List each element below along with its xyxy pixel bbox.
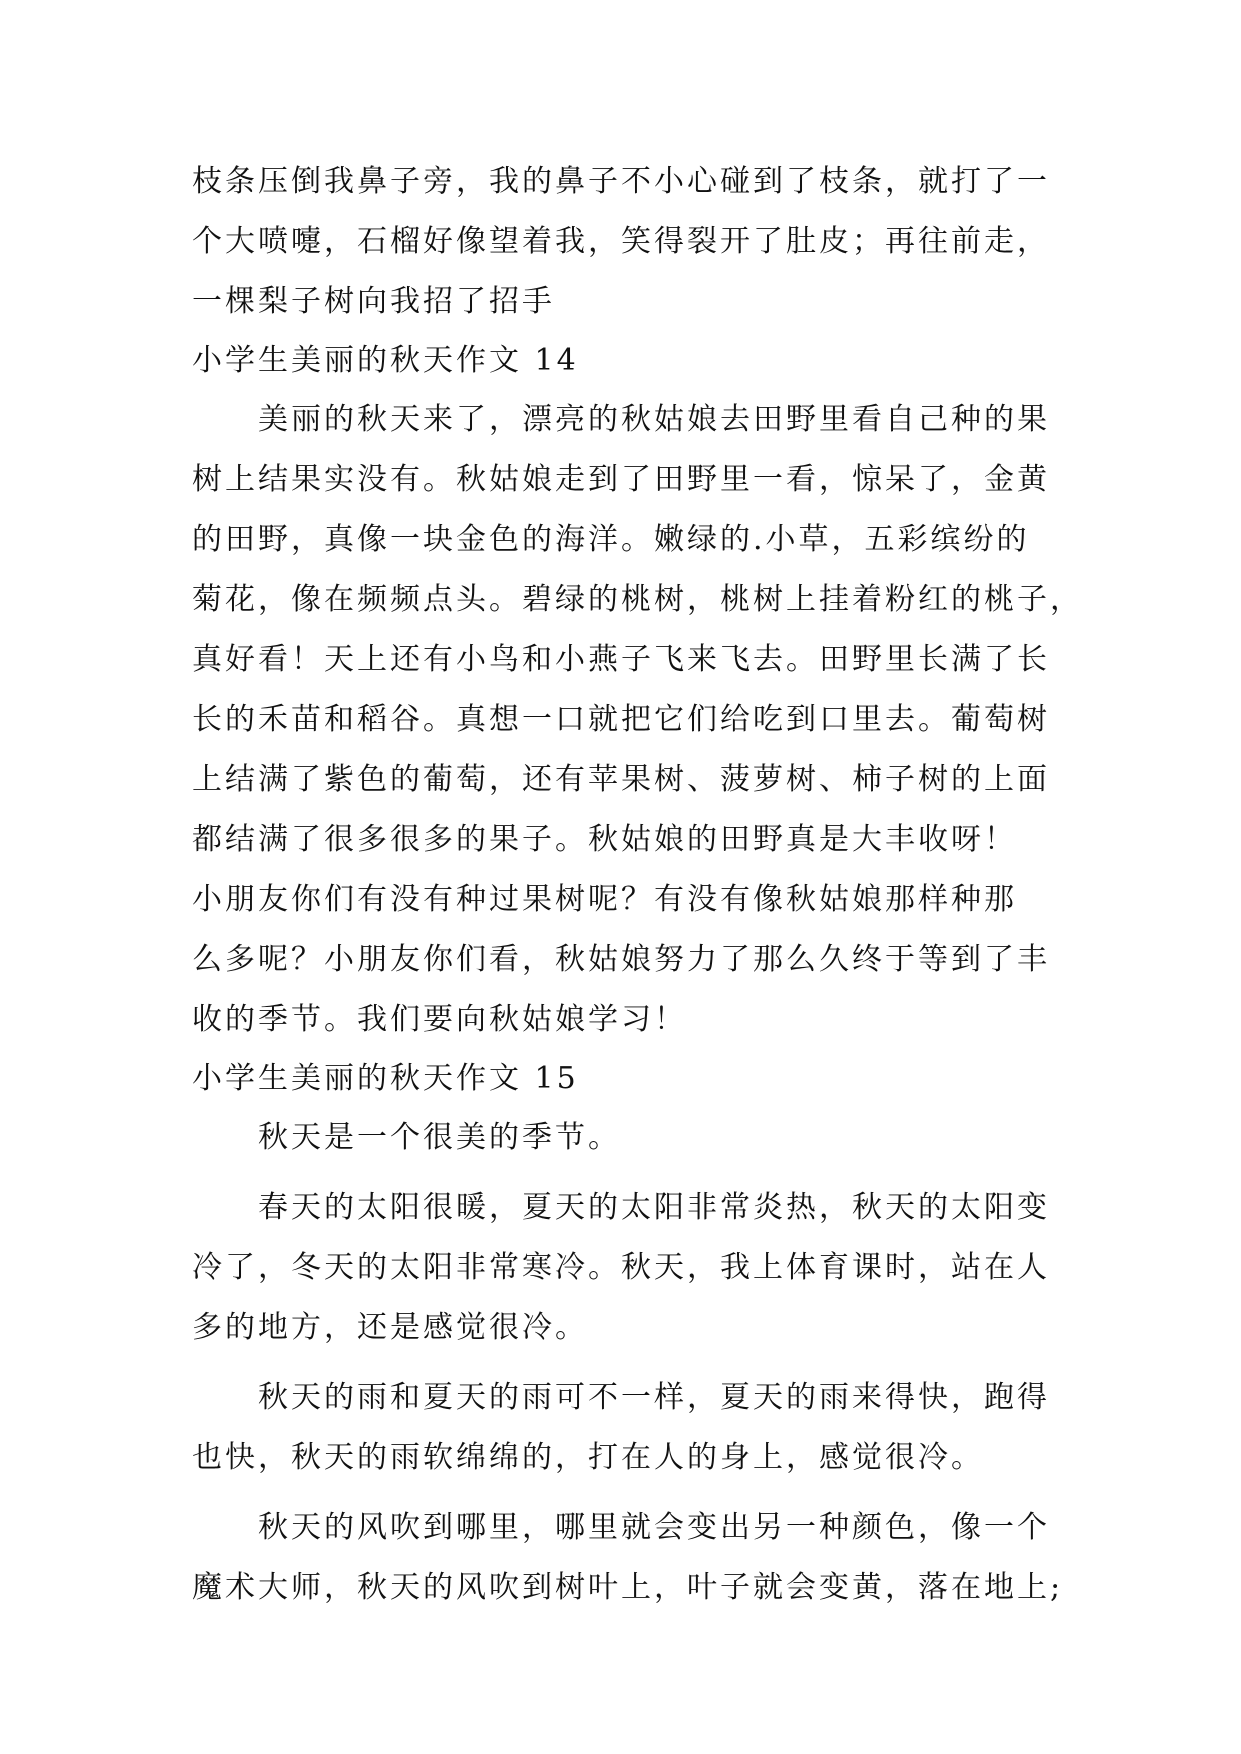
- text-line: 也快，秋天的雨软绵绵的，打在人的身上，感觉很冷。: [192, 1440, 984, 1475]
- section-heading: 小学生美丽的秋天作文 14: [192, 343, 579, 378]
- text-line: 枝条压倒我鼻子旁，我的鼻子不小心碰到了枝条，就打了一: [192, 164, 1050, 199]
- text-line: 秋天的雨和夏天的雨可不一样，夏天的雨来得快，跑得: [192, 1380, 1050, 1415]
- text-line: 树上结果实没有。秋姑娘走到了田野里一看，惊呆了，金黄: [192, 462, 1050, 497]
- text-line: 魔术大师，秋天的风吹到树叶上，叶子就会变黄，落在地上;: [192, 1570, 1064, 1605]
- text-line: 收的季节。我们要向秋姑娘学习！: [192, 1002, 687, 1037]
- text-line: 秋天的风吹到哪里，哪里就会变出另一种颜色，像一个: [192, 1510, 1050, 1545]
- paragraph-gap: [192, 1488, 1062, 1498]
- text-line: 上结满了紫色的葡萄，还有苹果树、菠萝树、柿子树的上面: [192, 762, 1050, 797]
- text-line: 小朋友你们有没有种过果树呢？有没有像秋姑娘那样种那: [192, 882, 1017, 917]
- text-line: 一棵梨子树向我招了招手: [192, 284, 555, 319]
- text-line: 个大喷嚏，石榴好像望着我，笑得裂开了肚皮；再往前走，: [192, 224, 1050, 259]
- text-line: 多的地方，还是感觉很冷。: [192, 1310, 588, 1345]
- text-line: 春天的太阳很暖，夏天的太阳非常炎热，秋天的太阳变: [192, 1190, 1050, 1225]
- text-line: 么多呢？小朋友你们看，秋姑娘努力了那么久终于等到了丰: [192, 942, 1050, 977]
- text-line: 都结满了很多很多的果子。秋姑娘的田野真是大丰收呀！: [192, 822, 1017, 857]
- paragraph-gap: [192, 1358, 1062, 1368]
- text-line: 冷了，冬天的太阳非常寒冷。秋天，我上体育课时，站在人: [192, 1250, 1050, 1285]
- paragraph-gap: [192, 1168, 1062, 1178]
- text-line: 真好看！天上还有小鸟和小燕子飞来飞去。田野里长满了长: [192, 642, 1050, 677]
- text-line: 长的禾苗和稻谷。真想一口就把它们给吃到口里去。葡萄树: [192, 702, 1050, 737]
- text-line: 秋天是一个很美的季节。: [192, 1120, 621, 1155]
- text-line: 菊花，像在频频点头。碧绿的桃树，桃树上挂着粉红的桃子，: [192, 582, 1083, 617]
- essay-text: [192, 152, 1083, 1618]
- text-line: 的田野，真像一块金色的海洋。嫩绿的.小草，五彩缤纷的: [192, 522, 1030, 557]
- section-heading: 小学生美丽的秋天作文 15: [192, 1061, 579, 1096]
- text-line: 美丽的秋天来了，漂亮的秋姑娘去田野里看自己种的果: [192, 402, 1050, 437]
